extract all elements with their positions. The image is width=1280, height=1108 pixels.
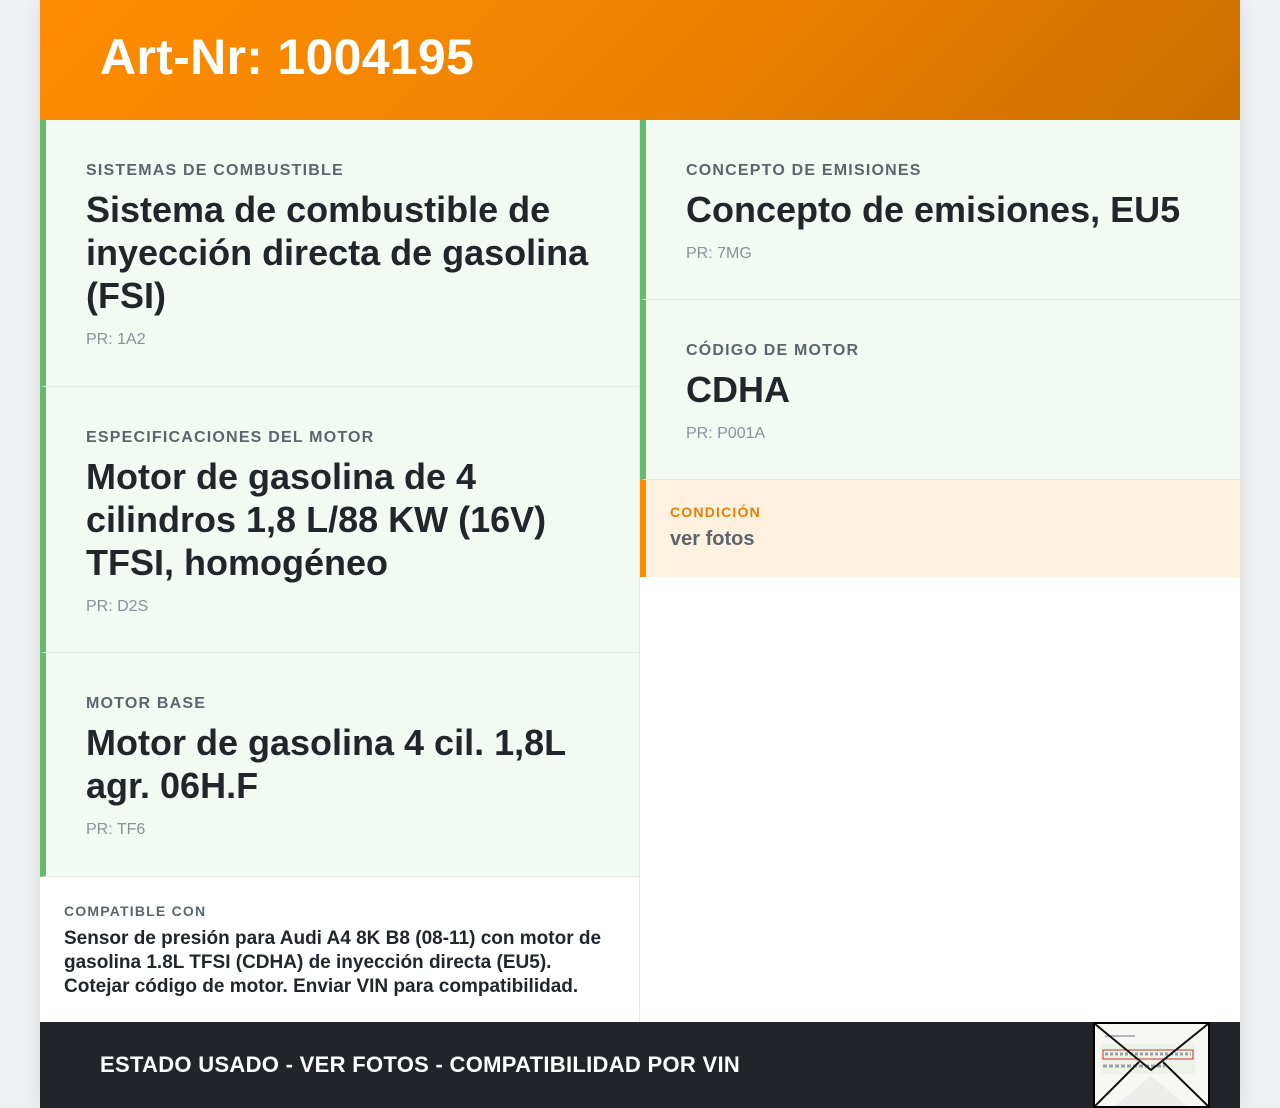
compatibility-label: COMPATIBLE CON — [64, 903, 207, 919]
condition-card — [640, 480, 1240, 577]
spec-label: CÓDIGO DE MOTOR — [686, 342, 860, 359]
spec-card-engine-code — [640, 300, 1240, 480]
specs-column-left — [40, 120, 640, 1022]
spec-card-fuel-system — [40, 120, 640, 387]
page-title: Art-Nr: 1004195 — [100, 29, 475, 85]
spec-label: CONCEPTO DE EMISIONES — [686, 162, 922, 179]
spec-card-base-engine — [40, 653, 640, 877]
footer-text: ESTADO USADO - VER FOTOS - COMPATIBILIDAD POR VIN — [100, 1052, 741, 1077]
spec-pr-code: PR: 7MG — [686, 245, 752, 262]
compatibility-text: Sensor de presión para Audi A4 8K B8 (08-11) con motor de gasolina 1.8L TFSI (CDHA) de inyección directa (EU5). Cotejar código de motor. Enviar VIN para compatibilidad. — [64, 928, 602, 997]
spec-pr-code: PR: TF6 — [86, 821, 146, 838]
specs-column-right — [640, 120, 1240, 577]
spec-value: Motor de gasolina 4 cil. 1,8L agr. 06H.F — [86, 722, 566, 806]
spec-value: CDHA — [686, 369, 790, 410]
spec-pr-code: PR: D2S — [86, 598, 149, 615]
spec-label: MOTOR BASE — [86, 695, 207, 712]
page-header — [40, 0, 1240, 120]
spec-card-emissions — [640, 120, 1240, 300]
envelope-icon — [1095, 1024, 1208, 1106]
spec-pr-code: PR: 1A2 — [86, 331, 146, 348]
envelope-photo-thumbnail-icon[interactable] — [1093, 1022, 1210, 1108]
condition-label: CONDICIÓN — [670, 504, 761, 520]
spec-value: Concepto de emisiones, EU5 — [686, 189, 1181, 230]
spec-value: Sistema de combustible de inyección directa de gasolina (FSI) — [86, 189, 589, 316]
page-footer — [40, 1022, 1240, 1108]
spec-label: ESPECIFICACIONES DEL MOTOR — [86, 429, 375, 446]
spec-label: SISTEMAS DE COMBUSTIBLE — [86, 162, 344, 179]
product-page — [40, 0, 1240, 1108]
compatibility-section — [40, 877, 640, 1022]
spec-card-engine-specs — [40, 387, 640, 653]
condition-value: ver fotos — [670, 528, 755, 550]
spec-value: Motor de gasolina de 4 cilindros 1,8 L/88 KW (16V) TFSI, homogéneo — [86, 456, 547, 583]
spec-pr-code: PR: P001A — [686, 425, 766, 442]
